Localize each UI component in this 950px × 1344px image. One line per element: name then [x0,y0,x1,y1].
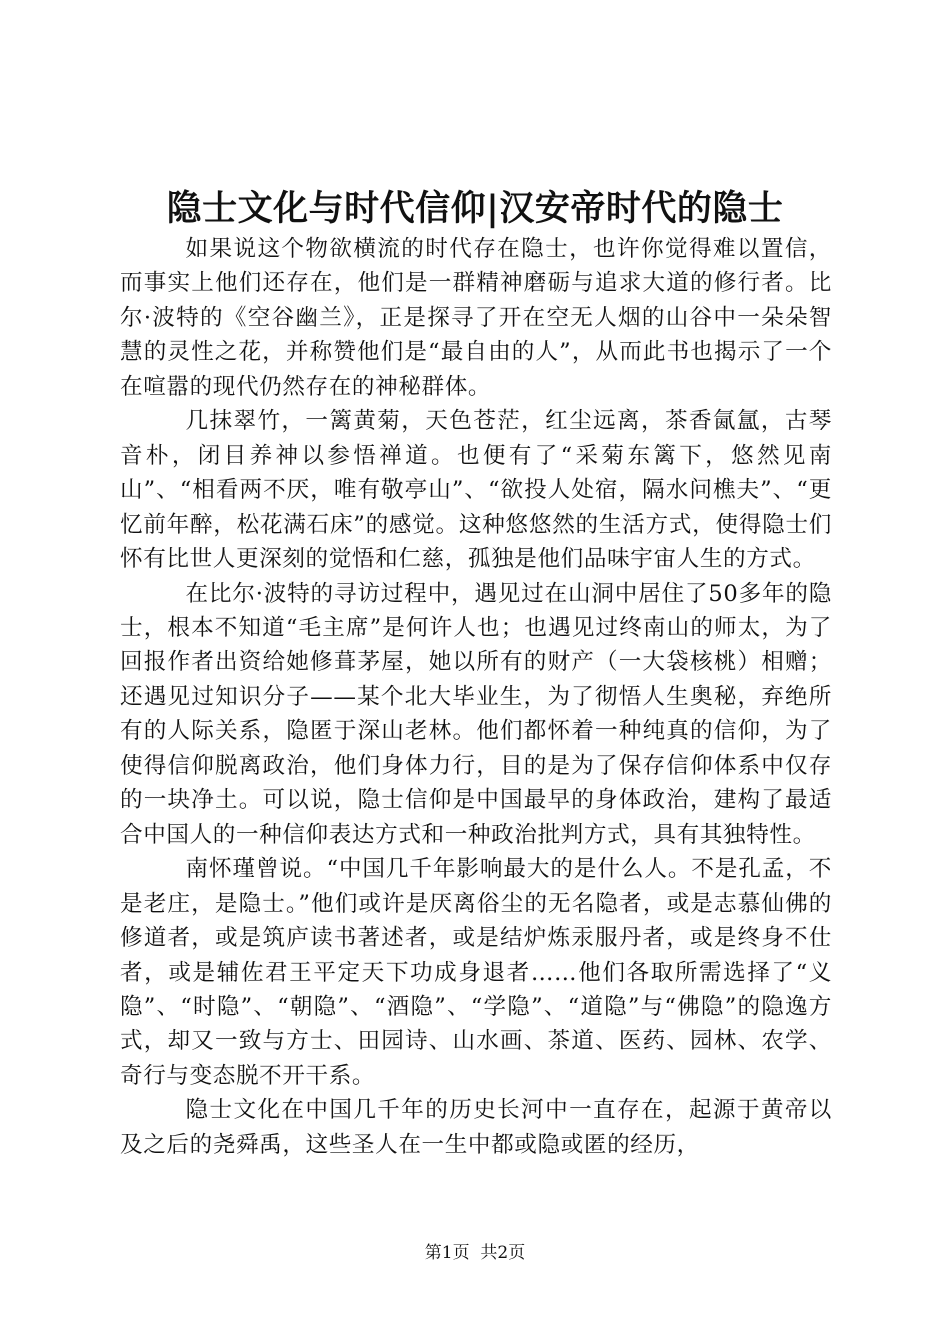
paragraph: 几抹翠竹，一篱黄菊，天色苍茫，红尘远离，茶香氤氲，古琴音朴，闭目养神以参悟禅道。也便有了“采菊东篱下，悠然见南山”、“相看两不厌，唯有敬亭山”、“欲投人处宿，隔水问樵夫”、“更忆前年醉，松花满石床”的感觉。这种悠悠然的生活方式，使得隐士们怀有比世人更深刻的觉悟和仁慈，孤独是他们品味宇宙人生的方式。 [120,408,832,573]
paragraph: 南怀瑾曾说。“中国几千年影响最大的是什么人。不是孔孟，不是老庄，是隐士。”他们或许是厌离俗尘的无名隐者，或是志慕仙佛的修道者，或是筑庐读书著述者，或是结炉炼汞服丹者，或是终身不仕者，或是辅佐君王平定天下功成身退者……他们各取所需选择了“义隐”、“时隐”、“朝隐”、“酒隐”、“学隐”、“道隐”与“佛隐”的隐逸方式，却又一致与方士、田园诗、山水画、茶道、医药、园林、农学、奇行与变态脱不开干系。 [120,856,832,1089]
paragraph: 在比尔·波特的寻访过程中，遇见过在山洞中居住了50多年的隐士，根本不知道“毛主席”是何许人也；也遇见过终南山的师太，为了回报作者出资给她修葺茅屋，她以所有的财产（一大袋核桃）相赠；还遇见过知识分子——某个北大毕业生，为了彻悟人生奥秘，弃绝所有的人际关系，隐匿于深山老林。他们都怀着一种纯真的信仰，为了使得信仰脱离政治，他们身体力行，目的是为了保存信仰体系中仅存的一块净土。可以说，隐士信仰是中国最早的身体政治，建构了最适合中国人的一种信仰表达方式和一种政治批判方式，具有其独特性。 [120,580,832,848]
footer-separator [470,1243,481,1263]
page-number: 第1页 [424,1243,470,1263]
paragraph: 隐士文化在中国几千年的历史长河中一直存在，起源于黄帝以及之后的尧舜禹，这些圣人在一生中都或隐或匿的经历， [120,1097,832,1158]
document-title: 隐士文化与时代信仰|汉安帝时代的隐士 [166,188,784,229]
page-total: 共2页 [480,1243,526,1263]
paragraph: 如果说这个物欲横流的时代存在隐士，也许你觉得难以置信，而事实上他们还存在，他们是一群精神磨砺与追求大道的修行者。比尔·波特的《空谷幽兰》，正是探寻了开在空无人烟的山谷中一朵朵智慧的灵性之花，并称赞他们是“最自由的人”，从而此书也揭示了一个在喧嚣的现代仍然存在的神秘群体。 [120,236,832,400]
document-body [120,232,832,1162]
page-footer [0,1242,950,1264]
